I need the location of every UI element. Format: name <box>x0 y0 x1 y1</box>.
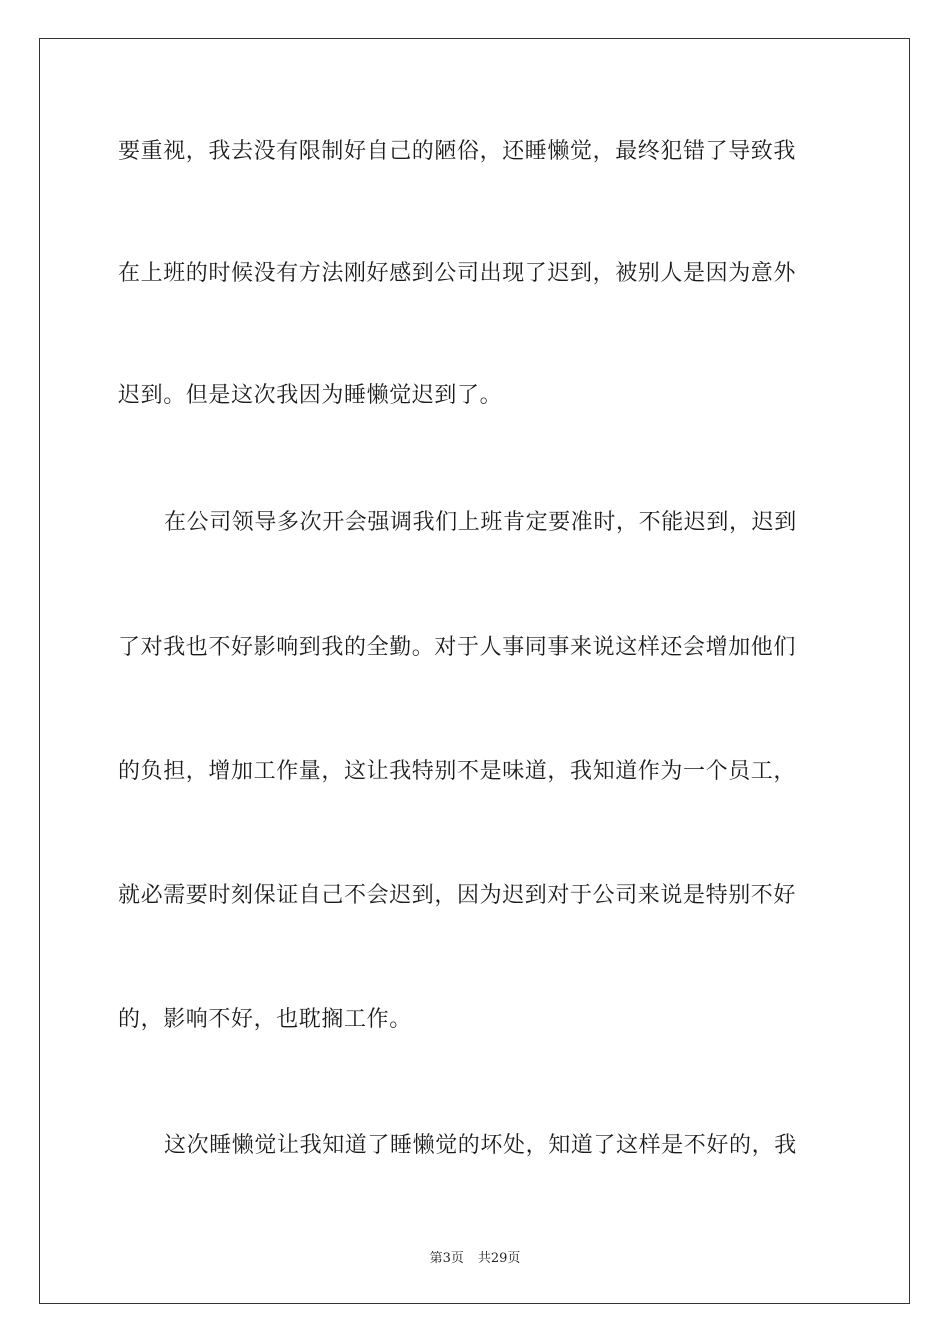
page-total: 共29页 <box>477 1251 521 1266</box>
text-line: 就必需要时刻保证自己不会迟到，因为迟到对于公司来说是特别不好 <box>118 883 797 908</box>
text-line: 要重视，我去没有限制好自己的陋俗，还睡懒觉，最终犯错了导致我 <box>118 139 797 164</box>
page-number: 第3页 <box>429 1251 464 1266</box>
text-line: 了对我也不好影响到我的全勤。对于人事同事来说这样还会增加他们 <box>118 635 797 660</box>
paragraph-start-line: 在公司领导多次开会强调我们上班肯定要准时，不能迟到，迟到 <box>164 510 797 535</box>
page-footer <box>0 1247 950 1266</box>
text-line: 迟到。但是这次我因为睡懒觉迟到了。 <box>118 383 503 408</box>
text-line: 的，影响不好，也耽搁工作。 <box>118 1007 412 1032</box>
text-line: 的负担，增加工作量，这让我特别不是味道，我知道作为一个员工， <box>118 759 797 784</box>
paragraph-start-line: 这次睡懒觉让我知道了睡懒觉的坏处，知道了这样是不好的，我 <box>164 1133 797 1158</box>
text-line: 在上班的时候没有方法刚好感到公司出现了迟到，被别人是因为意外 <box>118 261 797 286</box>
page-border <box>39 38 910 1304</box>
